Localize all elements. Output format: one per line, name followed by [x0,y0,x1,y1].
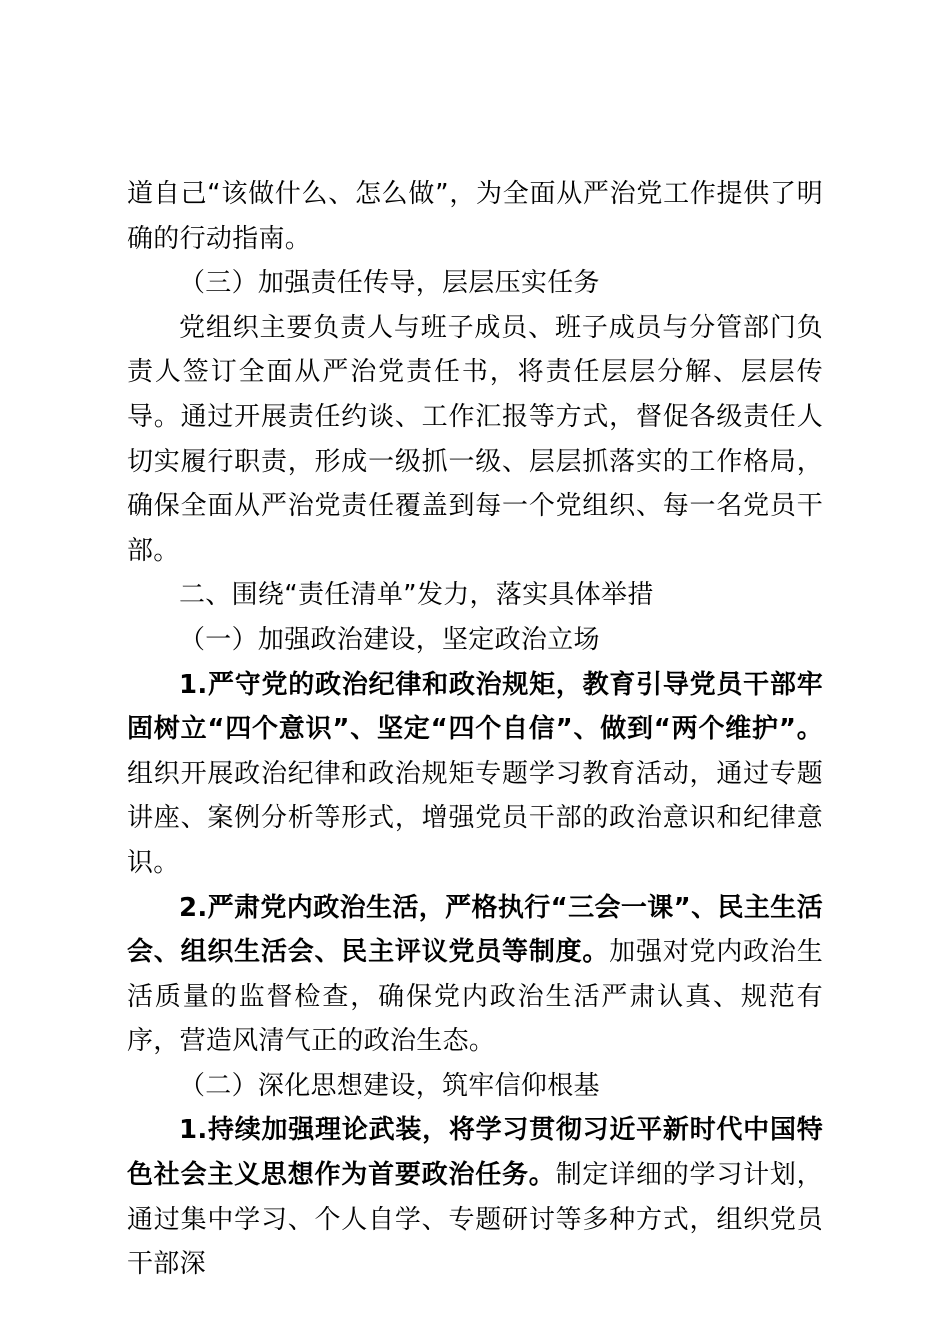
paragraph-continuation: 道自己“该做什么、怎么做”，为全面从严治党工作提供了明确的行动指南。 [127,179,823,254]
paragraph-political-life [127,886,823,1064]
paragraph-political-discipline [127,663,823,886]
paragraph-body-text: 制定详细的学习计划，通过集中学习、个人自学、专题研讨等多种方式，组织党员干部深 [127,1160,823,1280]
section-heading-3: （三）加强责任传导，层层压实任务 [179,268,600,299]
paragraph-lead-bold: 1.持续加强理论武装，将学习贯彻习近平新时代中国特色社会主义思想作为首要政治任务。 [127,1115,823,1191]
paragraph-theory-study [127,1108,823,1286]
chapter-heading-2: 二、围绕“责任清单”发力，落实具体举措 [179,580,654,611]
section-heading-2-2: （二）深化思想建设，筑牢信仰根基 [179,1070,600,1101]
paragraph-lead-bold: 1.严守党的政治纪律和政治规矩，教育引导党员干部牢固树立“四个意识”、坚定“四个自信”、做到“两个维护”。 [127,669,823,745]
paragraph-body-text: 加强对党内政治生活质量的监督检查，确保党内政治生活严肃认真、规范有序，营造风清气正的政治生态。 [127,937,824,1057]
paragraph-body-text: 组织开展政治纪律和政治规矩专题学习教育活动，通过专题讲座、案例分析等形式，增强党员干部的政治意识和纪律意识。 [127,758,823,878]
section-heading-2-1: （一）加强政治建设，坚定政治立场 [179,624,600,655]
paragraph-responsibility: 党组织主要负责人与班子成员、班子成员与分管部门负责人签订全面从严治党责任书，将责任层层分解、层层传导。通过开展责任约谈、工作汇报等方式，督促各级责任人切实履行职责，形成一级抓一级、层层抓落实的工作格局，确保全面从严治党责任覆盖到每一个党组织、每一名党员干部。 [127,312,823,566]
paragraph-lead-bold: 2.严肃党内政治生活，严格执行“三会一课”、民主生活会、组织生活会、民主评议党员等制度。 [127,892,823,968]
document-body [127,172,823,1287]
